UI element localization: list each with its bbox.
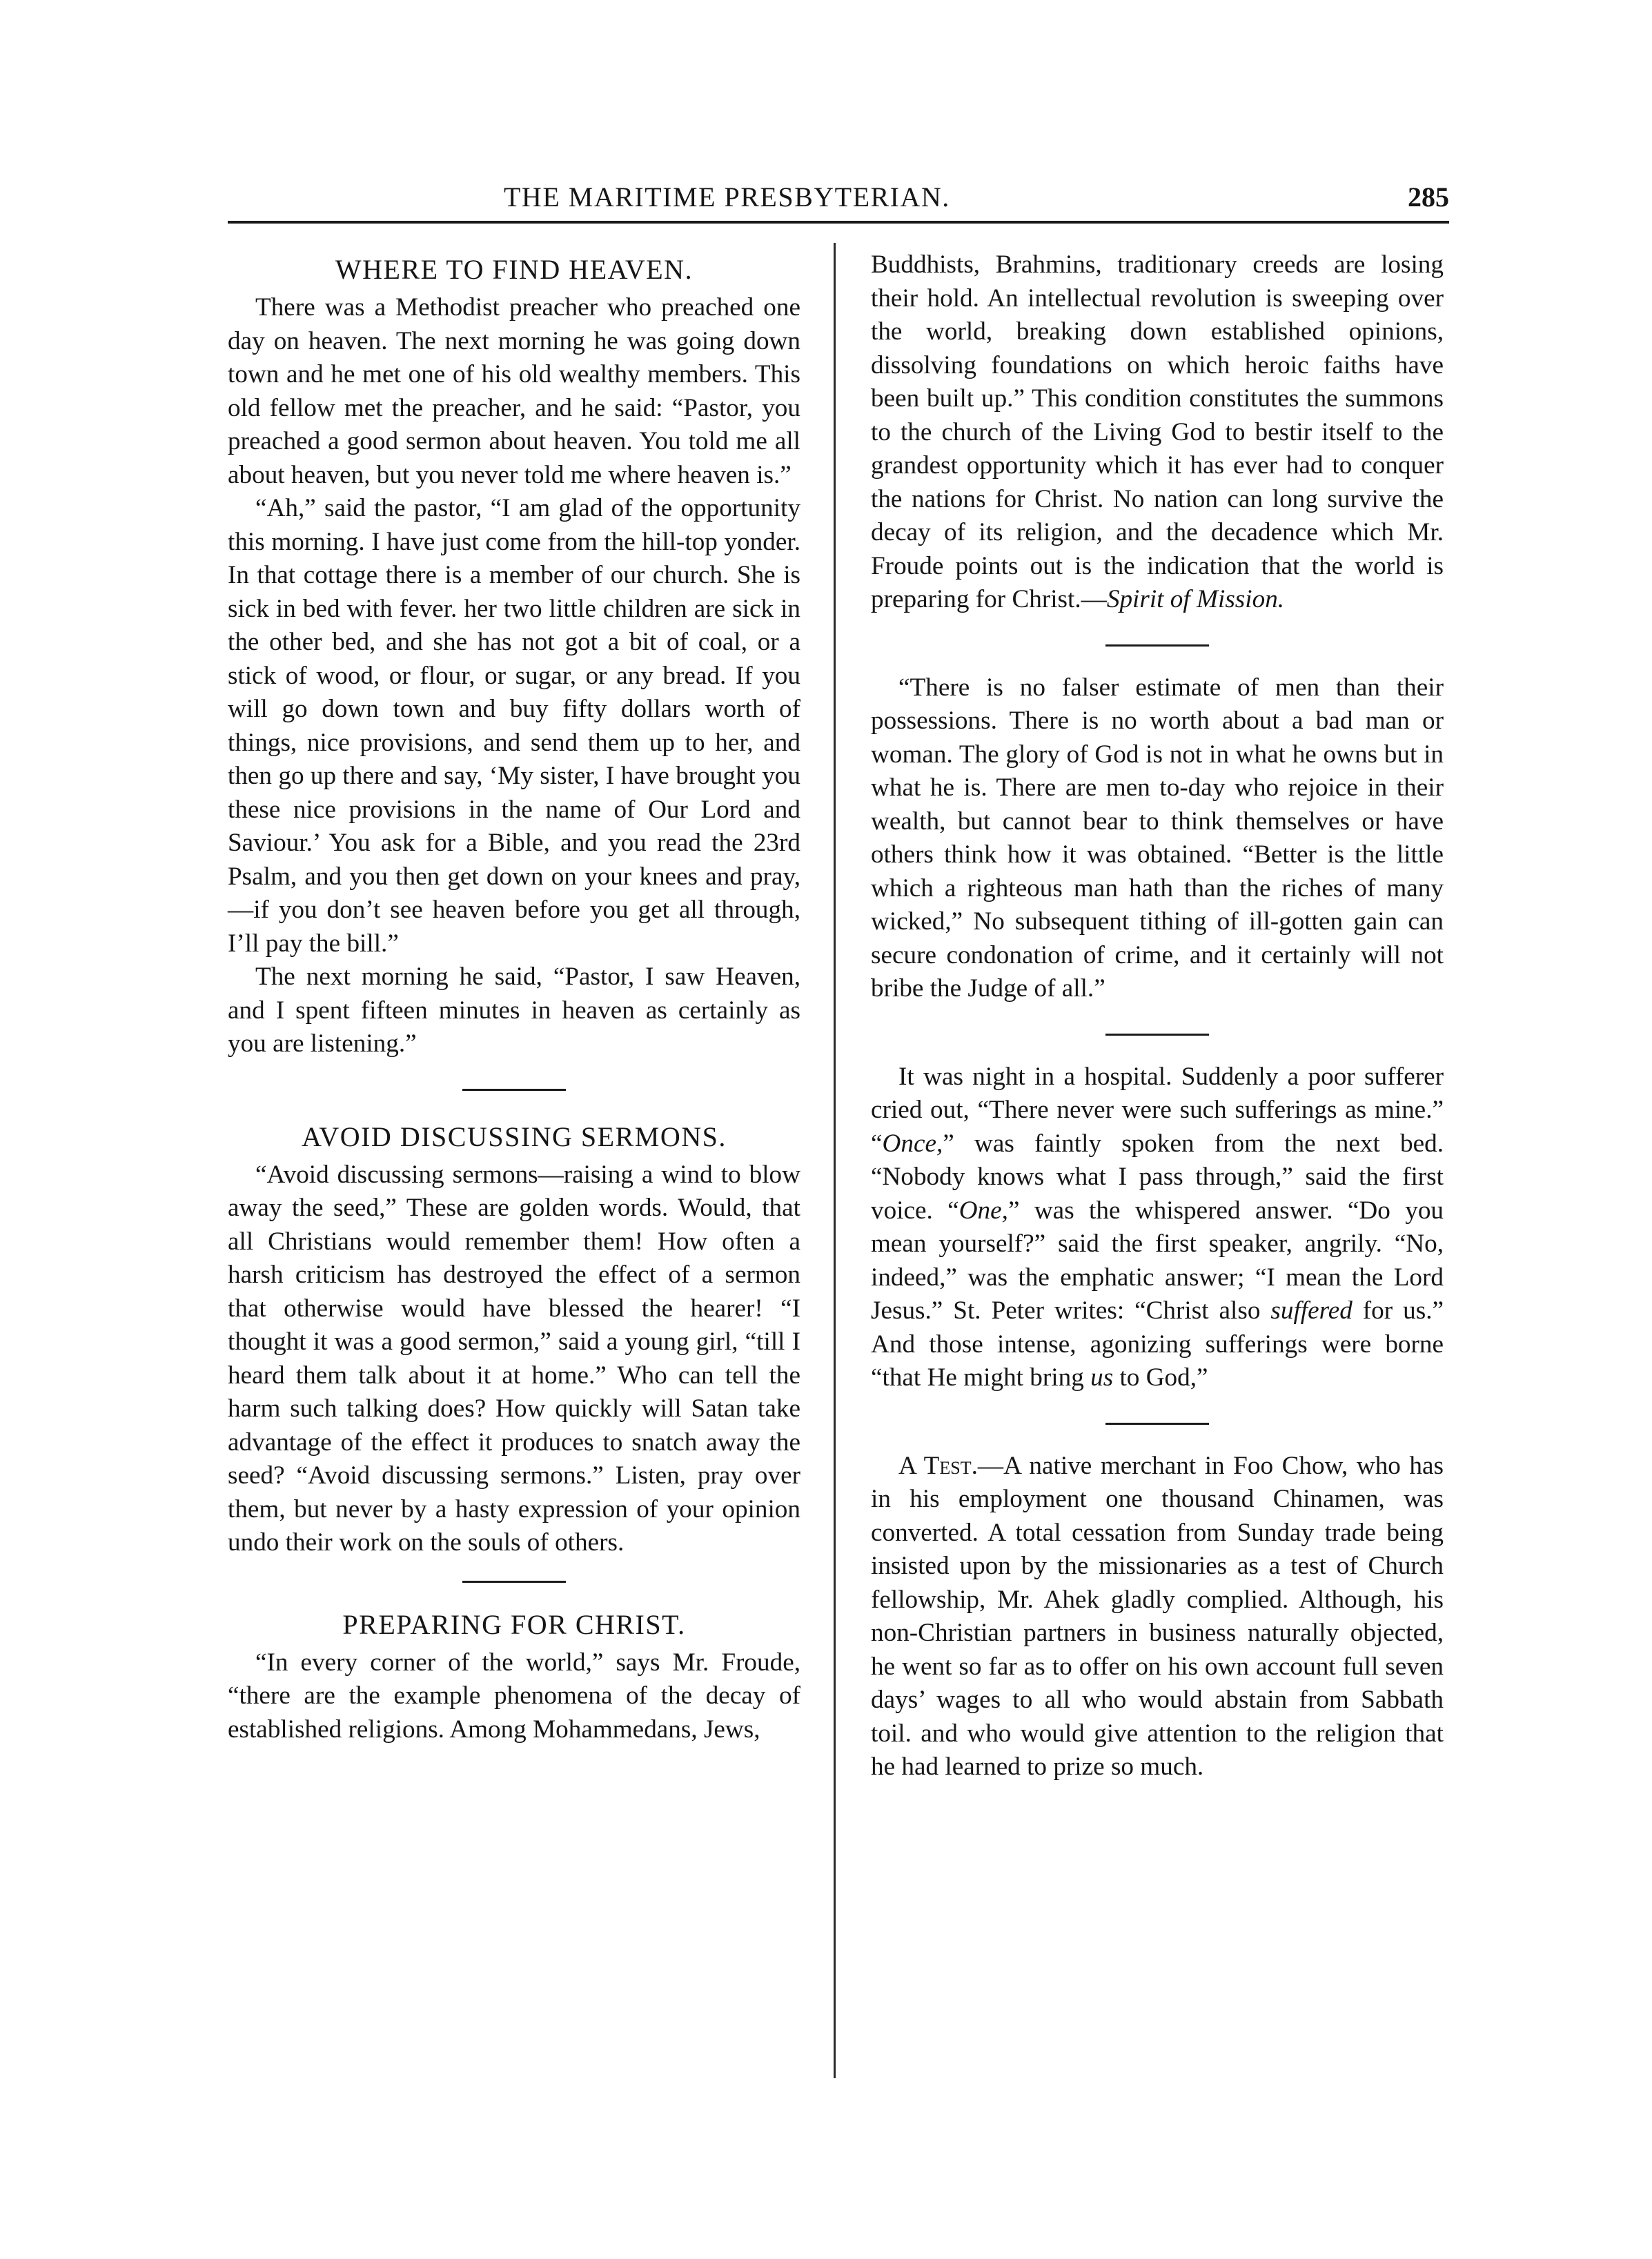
article-text: ” was the whispered answer. “Do you mean yourself?” said the first speaker, angrily. “No, indeed,” was the emphatic answer; “I mean the Lord Jesus.” St. Peter writes: “Christ also (871, 1196, 1444, 1325)
running-title: THE MARITIME PRESBYTERIAN. (504, 181, 950, 213)
section-separator (462, 1089, 566, 1091)
article-text: —A native merchant in Foo Chow, who has in his employment one thousand Chinamen, was converted. A total cessation from Sunday trade being insisted upon by the missionaries as a test of Church fellowship, Mr. Ahek gladly complied. Although, his non-Christian partners in business naturally objected, he went so far as to offer on his own account full seven days’ wages to all who would abstain from Sabbath toil. and who would give attention to the religion that he had learned to prize so much. (871, 1451, 1444, 1781)
article-paragraph (871, 248, 1444, 617)
article-a-test (871, 1450, 1444, 1784)
article-preparing-for-christ (228, 1604, 800, 1747)
article-emphasis: Once, (882, 1129, 943, 1158)
article-text: It was night in a hospital. Suddenly a poor sufferer cried out, “There never were such sufferings as mine.” “ (871, 1062, 1444, 1158)
left-column (228, 248, 800, 1746)
page-header (228, 181, 1449, 224)
article-hospital (871, 1061, 1444, 1395)
article-paragraph: “Ah,” said the pastor, “I am glad of the opportunity this morning. I have just come from the hill-top yonder. In that cottage there is a member of our church. She is sick in bed with fever. her two little children are sick in the other bed, and she has not got a bit of coal, or a stick of wood, or flour, or sugar, or any bread. If you will go down town and buy fifty dollars worth of things, nice provisions, and send them up to her, and then go up there and say, ‘My sister, I have brought you these nice provisions in the name of Our Lord and Saviour.’ You ask for a Bible, and you read the 23rd Psalm, and you then get down on your knees and pray,—if you don’t see heaven before you get all through, I’ll pay the bill.” (228, 494, 800, 958)
article-paragraph (871, 1061, 1444, 1395)
article-paragraph: There was a Methodist preacher who preached one day on heaven. The next morning he was going down town and he met one of his old wealthy members. This old fellow met the preacher, and he said: “Pastor, you preached a good sermon about heaven. You told me all about heaven, but you never told me where heaven is.” (228, 293, 800, 489)
article-attribution: Spirit of Mission. (1106, 585, 1285, 613)
article-paragraph: “In every corner of the world,” says Mr. Froude, “there are the example phenomena of the decay of established religions. Among Mohammedans, Jews, (228, 1648, 800, 1744)
section-separator (1105, 1423, 1209, 1425)
article-paragraph: “There is no falser estimate of men than their possessions. There is no worth about a bad man or woman. The glory of God is not in what he owns but in what he is. There are men to-day who rejoice in their wealth, but cannot bear to think themselves or have others think how it was obtained. “Better is the little which a righteous man hath than the riches of many wicked,” No subsequent tithing of ill-gotten gain can secure condonation of crime, and it certainly will not bribe the Judge of all.” (871, 673, 1444, 1003)
page-number: 285 (1408, 181, 1449, 213)
article-false-estimate (871, 671, 1444, 1006)
article-paragraph (871, 1450, 1444, 1784)
article-paragraph: The next morning he said, “Pastor, I saw Heaven, and I spent fifteen minutes in heaven as certainly as you are listening.” (228, 963, 800, 1058)
article-preparing-for-christ-continued (871, 248, 1444, 617)
section-separator (1105, 644, 1209, 647)
article-text: for us.” And those intense, agonizing sufferings were borne “that He might bring (871, 1296, 1444, 1392)
article-emphasis: us (1090, 1363, 1114, 1392)
section-separator (1105, 1034, 1209, 1036)
article-text: to God,” (1113, 1363, 1208, 1392)
column-divider (834, 243, 836, 2078)
article-paragraph: “Avoid discussing sermons—raising a wind to blow away the seed,” These are golden words. Would, that all Christians would remember them! How often a harsh criticism has destroyed the effect of a sermon that otherwise would have blessed the hearer! “I thought it was a good sermon,” said a young girl, “till I heard them talk about it at home.” Who can tell the harm such talking does? How quickly will Satan take advantage of the effect it produces to snatch away the seed? “Avoid discussing sermons.” Listen, pray over them, but never by a hasty expression of your opinion undo their work on the souls of others. (228, 1160, 800, 1557)
article-emphasis: suffered (1270, 1296, 1353, 1325)
article-heading: WHERE TO FIND HEAVEN. (335, 254, 694, 285)
section-separator (462, 1581, 566, 1583)
article-where-to-find-heaven (228, 248, 800, 1061)
right-column (871, 248, 1444, 1784)
article-heading: PREPARING FOR CHRIST. (342, 1608, 686, 1640)
article-heading: AVOID DISCUSSING SERMONS. (302, 1121, 727, 1152)
article-lead: A Test. (898, 1451, 978, 1480)
article-avoid-discussing-sermons (228, 1116, 800, 1560)
article-emphasis: One, (958, 1196, 1008, 1225)
header-rule (228, 221, 1449, 224)
article-text: ” was faintly spoken from the next bed. “Nobody knows what I pass through,” said the first voice. “ (871, 1129, 1444, 1225)
article-text: Buddhists, Brahmins, traditionary creeds are losing their hold. An intellectual revolution is sweeping over the world, breaking down established opinions, dissolving foundations on which heroic faiths have been built up.” This condition constitutes the summons to the church of the Living God to bestir itself to the grandest opportunity which it has ever had to conquer the nations for Christ. No nation can long survive the decay of its religion, and the decadence which Mr. Froude points out is the indication that the world is preparing for Christ.— (871, 250, 1444, 613)
